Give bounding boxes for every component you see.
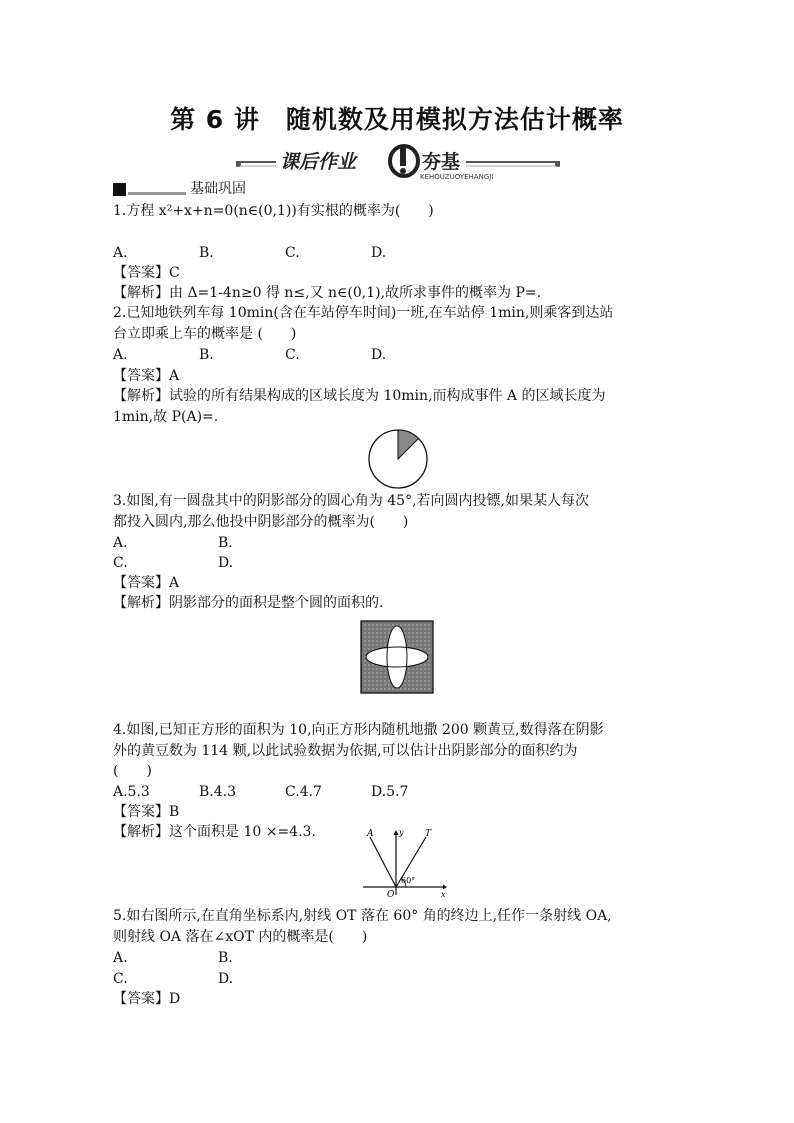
q5-option-d: D. bbox=[218, 971, 234, 987]
q3-analysis: 【解析】阴影部分的面积是整个圆的面积的. bbox=[113, 595, 384, 611]
banner-pinyin: KEHOUZUOYEHANGJI bbox=[420, 173, 494, 181]
q5-options-row2 bbox=[113, 969, 323, 989]
q2-option-c: C. bbox=[285, 347, 300, 363]
q4-option-d: D.5.7 bbox=[371, 784, 409, 800]
q5-answer: 【答案】D bbox=[113, 991, 181, 1007]
q5-stem-line2: 则射线 OA 落在∠xOT 内的概率是( ) bbox=[113, 929, 368, 945]
q2-stem-line1: 2.已知地铁列车每 10min(含在车站停车时间)一班,在车站停 1min,则乘客到达站 bbox=[113, 305, 614, 321]
q3-option-d: D. bbox=[218, 555, 234, 571]
section-heading bbox=[113, 179, 246, 199]
label-angle: 60° bbox=[401, 876, 416, 885]
q2-option-a: A. bbox=[113, 347, 128, 363]
q2-stem-line2: 台立即乘上车的概率是 ( ) bbox=[113, 326, 297, 342]
label-o: O bbox=[387, 890, 395, 900]
q1-answer: 【答案】C bbox=[113, 265, 180, 281]
q4-option-b: B.4.3 bbox=[199, 784, 237, 800]
q3-options-row2 bbox=[113, 553, 323, 573]
banner-main-text: 课后作业 bbox=[280, 151, 357, 173]
q5-stem-line1: 5.如右图所示,在直角坐标系内,射线 OT 落在 60° 角的终边上,任作一条射线 OA, bbox=[113, 908, 612, 924]
q4-stem-line2: 外的黄豆数为 114 颗,以此试验数据为依据,可以估计出阴影部分的面积约为 bbox=[113, 743, 578, 759]
q4-options bbox=[113, 782, 457, 802]
q3-options-row1 bbox=[113, 533, 323, 553]
q3-stem-line2: 都投入圆内,那么他投中阴影部分的概率为( ) bbox=[113, 514, 409, 530]
q5-options-row1 bbox=[113, 948, 323, 968]
label-t: T bbox=[425, 829, 432, 839]
banner-emblem-icon bbox=[390, 146, 418, 176]
q2-option-d: D. bbox=[371, 347, 387, 363]
q5-option-c: C. bbox=[113, 971, 128, 987]
bullet-square-icon bbox=[113, 183, 126, 196]
q4-analysis: 【解析】这个面积是 10 ×=4.3. bbox=[113, 824, 316, 840]
q1-option-c: C. bbox=[285, 245, 300, 261]
y-axis-arrow-icon bbox=[394, 830, 399, 835]
q5-option-a: A. bbox=[113, 950, 128, 966]
ray-oa bbox=[370, 837, 396, 887]
q3-answer: 【答案】A bbox=[113, 575, 180, 591]
q4-answer: 【答案】B bbox=[113, 804, 180, 820]
q3-option-c: C. bbox=[113, 555, 128, 571]
q5-option-b: B. bbox=[218, 950, 233, 966]
q1-options bbox=[113, 243, 457, 263]
q4-option-c: C.4.7 bbox=[285, 784, 322, 800]
q1-option-d: D. bbox=[371, 245, 387, 261]
label-y: y bbox=[399, 828, 404, 837]
q1-option-a: A. bbox=[113, 245, 128, 261]
q2-analysis-line1: 【解析】试验的所有结果构成的区域长度为 10min,而构成事件 A 的区域长度为 bbox=[113, 388, 606, 404]
x-axis-arrow-icon bbox=[443, 885, 447, 890]
label-a: A bbox=[367, 829, 374, 839]
banner-side-text: 夯基 bbox=[422, 151, 461, 173]
q3-stem-line1: 3.如图,有一圆盘其中的阴影部分的圆心角为 45°,若向圆内投镖,如果某人每次 bbox=[113, 493, 589, 509]
q3-disc-figure bbox=[366, 427, 430, 491]
q2-analysis-line2: 1min,故 P(A)=. bbox=[113, 409, 219, 425]
homework-banner bbox=[236, 142, 560, 182]
q1-stem: 1.方程 x²+x+n=0(n∈(0,1))有实根的概率为( ) bbox=[113, 203, 434, 219]
q1-option-b: B. bbox=[199, 245, 214, 261]
q4-stem-line1: 4.如图,已知正方形的面积为 10,向正方形内随机地撒 200 颗黄豆,数得落在阴影 bbox=[113, 722, 604, 738]
q3-option-a: A. bbox=[113, 535, 128, 551]
q2-options bbox=[113, 345, 457, 365]
q1-analysis: 【解析】由 Δ=1-4n≥0 得 n≤,又 n∈(0,1),故所求事件的概率为 P=. bbox=[113, 285, 542, 301]
q2-answer: 【答案】A bbox=[113, 368, 180, 384]
label-x: x bbox=[441, 890, 446, 899]
section-underline bbox=[128, 192, 186, 195]
q2-option-b: B. bbox=[199, 347, 214, 363]
section-label: 基础巩固 bbox=[190, 181, 246, 197]
q4-option-a: A.5.3 bbox=[113, 784, 150, 800]
q5-ray-figure bbox=[359, 825, 449, 901]
q4-stem-line3: ( ) bbox=[113, 763, 152, 779]
q4-square-figure bbox=[360, 620, 434, 694]
page-title: 第 6 讲 随机数及用模拟方法估计概率 bbox=[170, 105, 624, 134]
q3-option-b: B. bbox=[218, 535, 233, 551]
